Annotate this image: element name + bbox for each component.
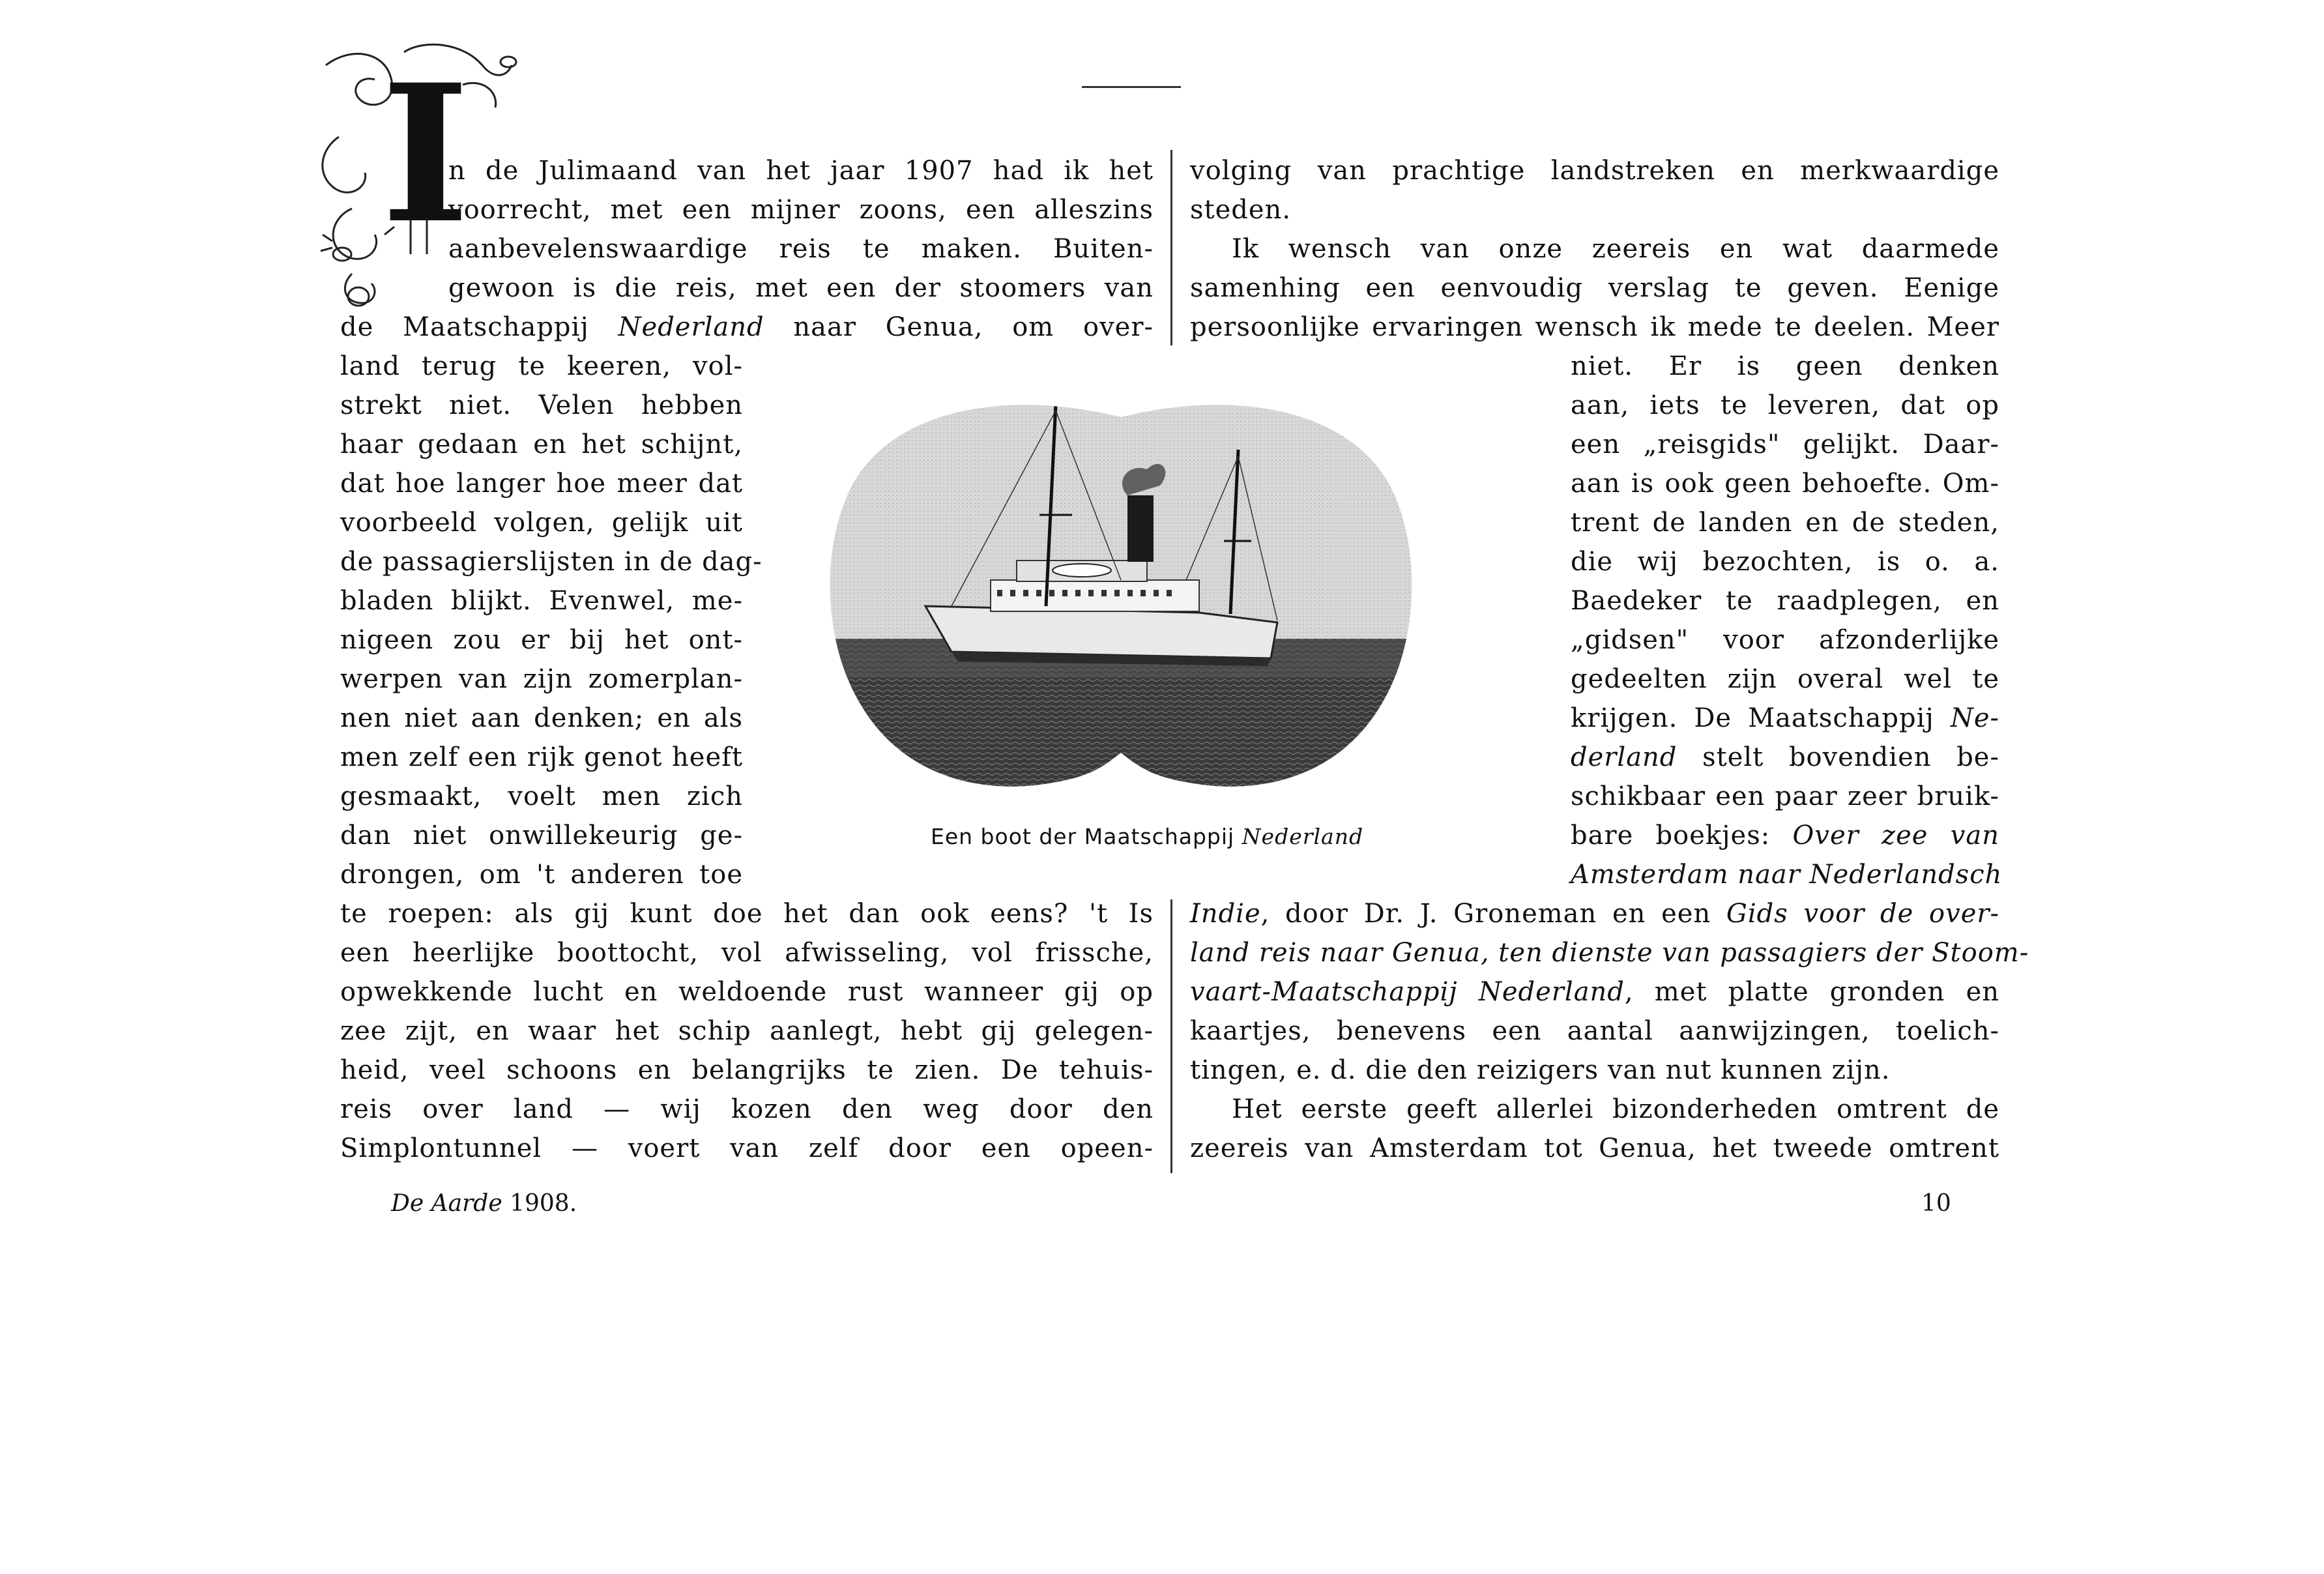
text-line: krijgen. De Maatschappij Ne-: [1571, 703, 1999, 733]
text-line: Amsterdam naar Nederlandsch: [1571, 860, 2003, 890]
text-line: persoonlijke ervaringen wensch ik mede te deelen. Meer: [1190, 312, 1999, 342]
text-line: werpen van zijn zomerplan-: [340, 664, 743, 694]
figure-caption: Een boot der Maatschappij Nederland: [931, 824, 1364, 849]
drop-cap: I: [381, 44, 470, 265]
column-divider-bottom: [1170, 899, 1172, 1173]
text-line: de Maatschappij Nederland naar Genua, om over-: [340, 312, 1154, 342]
text-line: de passagierslijsten in de dag-: [340, 547, 763, 577]
text-line: n de Julimaand van het jaar 1907 had ik het: [448, 156, 1154, 186]
text-line: nen niet aan denken; en als: [340, 703, 743, 733]
text-line: te roepen: als gij kunt doe het dan ook eens? 't Is: [340, 899, 1154, 929]
text-line: aan, iets te leveren, dat op: [1571, 390, 1999, 420]
text-line: land reis naar Genua, ten dienste van passagiers der Stoom-: [1190, 938, 2029, 968]
text-line: trent de landen en de steden,: [1571, 508, 1999, 538]
text-line: Baedeker te raadplegen, en: [1571, 586, 1999, 616]
text-line: kaartjes, benevens een aantal aanwijzingen, toelich-: [1190, 1016, 1999, 1046]
text-line: Simplontunnel — voert van zelf door een opeen-: [340, 1133, 1154, 1163]
text-line: strekt niet. Velen hebben: [340, 390, 743, 420]
text-line: voorrecht, met een mijner zoons, een alleszins: [448, 195, 1154, 225]
text-line: voorbeeld volgen, gelijk uit: [340, 508, 743, 538]
column-divider-top: [1170, 150, 1172, 345]
text-line: schikbaar een paar zeer bruik-: [1571, 781, 1999, 811]
page-number: 10: [1921, 1190, 1951, 1217]
text-line: tingen, e. d. die den reizigers van nut kunnen zijn.: [1190, 1055, 1891, 1085]
text-line: volging van prachtige landstreken en merkwaardige: [1190, 156, 1999, 186]
text-line: gewoon is die reis, met een der stoomers van: [448, 273, 1154, 303]
text-line: zeereis van Amsterdam tot Genua, het tweede omtrent: [1190, 1133, 1999, 1163]
text-line: Het eerste geeft allerlei bizonderheden omtrent de: [1232, 1094, 1999, 1124]
text-line: land terug te keeren, vol-: [340, 351, 743, 381]
text-line: „gidsen" voor afzonderlijke: [1571, 625, 1999, 655]
text-line: die wij bezochten, is o. a.: [1571, 547, 1999, 577]
text-line: gedeelten zijn overal wel te: [1571, 664, 1999, 694]
text-line: een heerlijke boottocht, vol afwisseling, vol frissche,: [340, 938, 1154, 968]
footer-journal: De Aarde 1908.: [391, 1190, 577, 1217]
text-line: niet. Er is geen denken: [1571, 351, 1999, 381]
text-line: aanbevelenswaardige reis te maken. Buiten-: [448, 234, 1154, 264]
text-line: reis over land — wij kozen den weg door den: [340, 1094, 1154, 1124]
text-line: drongen, om 't anderen toe: [340, 860, 743, 890]
text-line: dat hoe langer hoe meer dat: [340, 469, 743, 499]
text-line: nigeen zou er bij het ont-: [340, 625, 743, 655]
text-line: steden.: [1190, 195, 1292, 225]
text-line: een „reisgids" gelijkt. Daar-: [1571, 430, 1999, 459]
text-line: derland stelt bovendien be-: [1571, 742, 1999, 772]
text-line: haar gedaan en het schijnt,: [340, 430, 743, 459]
text-line: men zelf een rijk genot heeft: [340, 742, 743, 772]
text-line: dan niet onwillekeurig ge-: [340, 821, 743, 851]
text-line: opwekkende lucht en weldoende rust wanneer gij op: [340, 977, 1154, 1007]
header-rule: [1082, 86, 1181, 88]
text-line: gesmaakt, voelt men zich: [340, 781, 743, 811]
text-line: Indie, door Dr. J. Groneman en een Gids voor de over-: [1190, 899, 2000, 929]
steamship-photo: [821, 365, 1421, 821]
text-line: bare boekjes: Over zee van: [1571, 821, 1999, 851]
text-line: vaart-Maatschappij Nederland, met platte gronden en: [1190, 977, 2000, 1007]
text-line: Ik wensch van onze zeereis en wat daarmede: [1232, 234, 1999, 264]
text-line: zee zijt, en waar het schip aanlegt, hebt gij gelegen-: [340, 1016, 1154, 1046]
text-line: bladen blijkt. Evenwel, me-: [340, 586, 743, 616]
text-line: heid, veel schoons en belangrijks te zien. De tehuis-: [340, 1055, 1154, 1085]
text-line: aan is ook geen behoefte. Om-: [1571, 469, 1999, 499]
text-line: samenhing een eenvoudig verslag te geven. Eenige: [1190, 273, 1999, 303]
